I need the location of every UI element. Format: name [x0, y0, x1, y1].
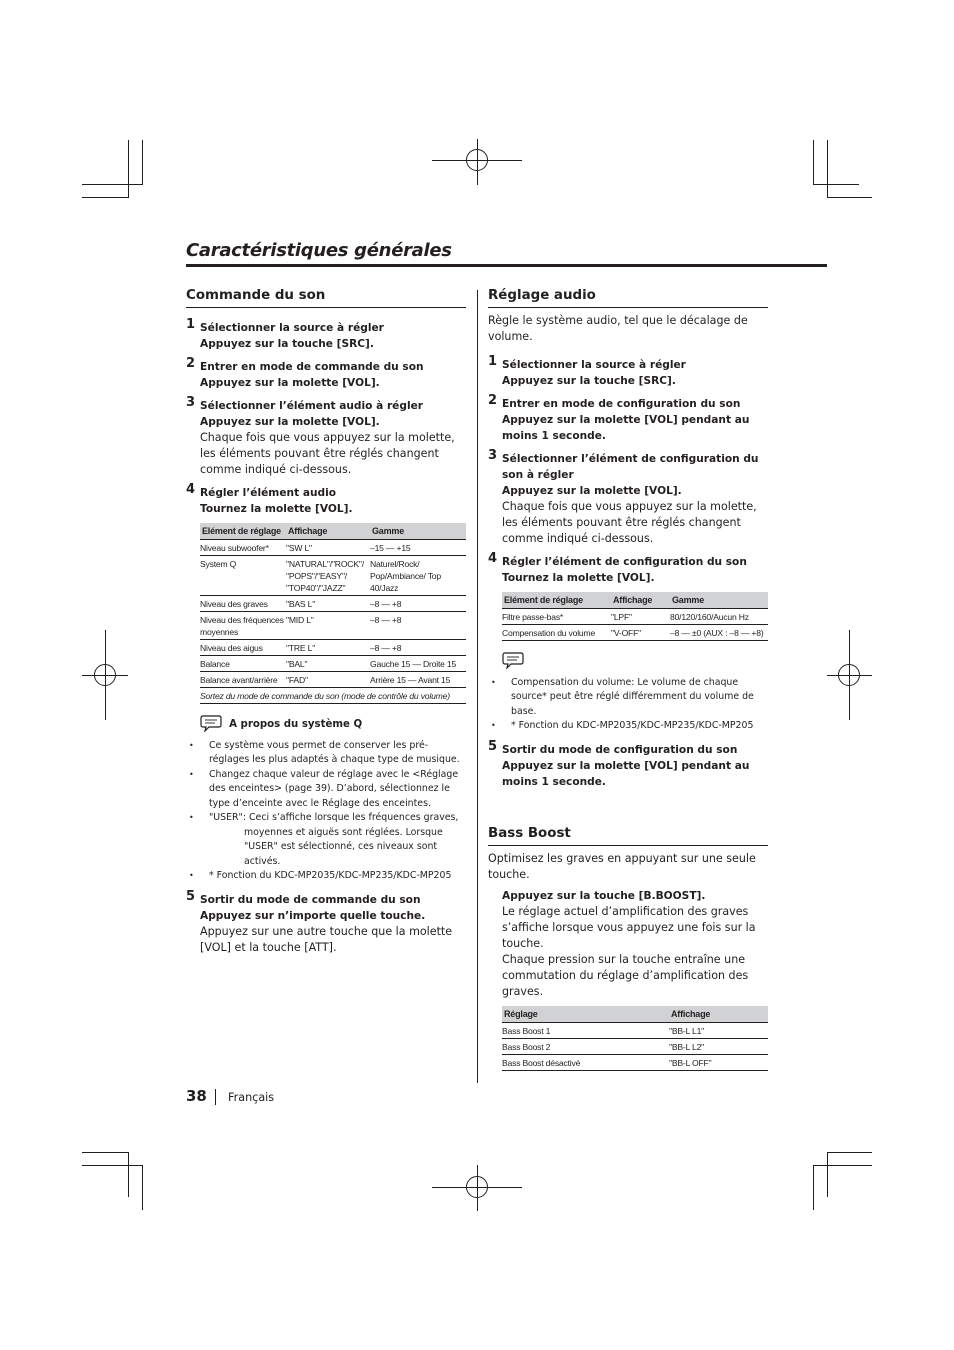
right-column — [488, 288, 768, 1071]
table-cell: Balance avant/arrière — [200, 671, 286, 687]
table-row — [502, 1054, 768, 1070]
table-cell: "BB-L L1" — [669, 1022, 768, 1038]
table-cell: "V-OFF" — [611, 624, 670, 640]
step-number: 3 — [186, 395, 196, 410]
column-divider — [477, 290, 478, 1083]
page-number-divider — [215, 1089, 216, 1105]
page-number: 38 — [186, 1087, 207, 1105]
step-2 — [186, 356, 466, 391]
section-title-commande-du-son: Commande du son — [186, 288, 466, 308]
table-cell: "SW L" — [286, 539, 370, 555]
step-number: 1 — [488, 354, 498, 369]
section-title-reglage-audio: Réglage audio — [488, 288, 768, 308]
bass-action: Appuyez sur la touche [B.BOOST]. — [502, 889, 706, 902]
table-cell: 80/120/160/Aucun Hz — [670, 608, 768, 624]
table-row — [200, 671, 466, 687]
note-list — [488, 676, 768, 734]
language-label: Français — [228, 1091, 275, 1104]
table-cell: "BB-L OFF" — [669, 1054, 768, 1070]
step-number: 2 — [488, 393, 498, 408]
step-1 — [488, 354, 768, 389]
step-5 — [186, 888, 466, 956]
table-cell: "BAL" — [286, 655, 370, 671]
step-heading: Sélectionner la source à régler — [502, 359, 686, 371]
step-3 — [488, 448, 768, 547]
step-1 — [186, 317, 466, 352]
step-action: Appuyez sur la touche [SRC]. — [200, 338, 374, 350]
step-action: Tournez la molette [VOL]. — [200, 503, 353, 515]
table-header: Affichage — [669, 1006, 768, 1023]
step-number: 2 — [186, 356, 196, 371]
step-heading: Entrer en mode de configuration du son — [502, 398, 741, 410]
user-note-rest: moyennes et aiguës sont réglées. Lorsque "USER" est sélectionné, ces niveaux sont activés. — [244, 826, 443, 867]
note-icon — [200, 714, 222, 736]
step-action: Appuyez sur la molette [VOL] pendant au moins 1 seconde. — [502, 759, 750, 788]
step-action: Appuyez sur la touche [SRC]. — [502, 375, 676, 387]
table-header-row — [200, 523, 466, 539]
table-row — [502, 624, 768, 640]
table-cell: "LPF" — [611, 608, 670, 624]
table-header-row — [502, 592, 768, 608]
note-system-q — [200, 714, 466, 884]
table-header: Gamme — [370, 523, 466, 539]
table-cell: Niveau des aigus — [200, 639, 286, 655]
table-cell: –8 — +8 — [370, 595, 466, 611]
audio-settings-table — [200, 523, 466, 704]
table-row — [200, 655, 466, 671]
step-3 — [186, 395, 466, 478]
step-heading: Sélectionner la source à régler — [200, 322, 384, 334]
audio-settings-table-wrap — [200, 523, 466, 884]
step-heading: Sortir du mode de commande du son — [200, 893, 421, 906]
table-cell: "MID L" — [286, 611, 370, 639]
step-description: Appuyez sur une autre touche que la molette [VOL] et la touche [ATT]. — [200, 924, 453, 954]
bass-boost-table — [502, 1006, 768, 1071]
step-number: 3 — [488, 448, 498, 463]
table-cell: Naturel/Rock/ Pop/Ambiance/ Top 40/Jazz — [370, 555, 466, 595]
table-footer-row — [200, 687, 466, 703]
table-cell: Bass Boost désactivé — [502, 1054, 669, 1070]
table-row — [502, 1022, 768, 1038]
table-header: Gamme — [670, 592, 768, 608]
table-cell: Niveau des fréquences moyennes — [200, 611, 286, 639]
table-footer: Sortez du mode de commande du son (mode de contrôle du volume) — [200, 687, 466, 703]
note-title: A propos du système Q — [229, 719, 363, 730]
table-cell: –15 — +15 — [370, 539, 466, 555]
list-item: • Compensation du volume: Le volume de chaque source* peut être réglé différemment du volume de base. — [488, 676, 768, 720]
table-cell: Compensation du volume — [502, 624, 611, 640]
table-cell: Bass Boost 1 — [502, 1022, 669, 1038]
note-volume-compensation — [502, 651, 768, 734]
step-action: Appuyez sur la molette [VOL]. — [200, 416, 380, 428]
bass-intro: Optimisez les graves en appuyant sur une seule touche. — [488, 851, 756, 881]
left-column — [186, 288, 466, 956]
step-action: Appuyez sur n’importe quelle touche. — [200, 909, 426, 922]
step-number: 5 — [186, 888, 196, 904]
table-header-row — [502, 1006, 768, 1023]
table-header: Affichage — [286, 523, 370, 539]
table-row — [200, 595, 466, 611]
section-intro: Règle le système audio, tel que le décalage de volume. — [488, 314, 748, 343]
step-2 — [488, 393, 768, 444]
table-row — [200, 611, 466, 639]
step-action: Appuyez sur la molette [VOL]. — [200, 377, 380, 389]
table-row — [200, 539, 466, 555]
step-number: 5 — [488, 738, 498, 754]
step-heading: Sélectionner l’élément de configuration du son à régler — [502, 453, 759, 481]
table-cell: Balance — [200, 655, 286, 671]
step-4 — [488, 551, 768, 586]
list-item: • Ce système vous permet de conserver les pré-réglages les plus adaptés à chaque type de musique. — [186, 739, 466, 768]
step-heading: Régler l’élément audio — [200, 487, 337, 499]
table-header: Affichage — [611, 592, 670, 608]
step-number: 1 — [186, 317, 196, 332]
user-note-label: "USER": Ceci s’affiche lorsque les fréquences graves, — [209, 812, 459, 823]
sound-config-table — [502, 592, 768, 641]
table-cell: Gauche 15 — Droite 15 — [370, 655, 466, 671]
table-cell: –8 — ±0 (AUX : –8 — +8) — [670, 624, 768, 640]
step-action: Appuyez sur la molette [VOL] pendant au moins 1 seconde. — [502, 414, 750, 442]
list-item: • Changez chaque valeur de réglage avec le <Réglage des enceintes> (page 39). D’abord, sélectionnez le type d’enceinte avec le Réglage des enceintes. — [186, 768, 466, 812]
step-action: Tournez la molette [VOL]. — [502, 572, 655, 584]
table-row — [200, 639, 466, 655]
table-cell: Niveau des graves — [200, 595, 286, 611]
table-cell: "TRE L" — [286, 639, 370, 655]
table-row — [502, 608, 768, 624]
table-cell: Niveau subwoofer* — [200, 539, 286, 555]
table-header: Réglage — [502, 1006, 669, 1023]
bass-description-1: Le réglage actuel d’amplification des graves s’affiche lorsque vous appuyez une fois sur la touche. — [502, 904, 756, 950]
title-rule — [186, 264, 827, 267]
step-heading: Sortir du mode de configuration du son — [502, 743, 738, 756]
note-list — [186, 739, 466, 884]
table-cell: "BB-L L2" — [669, 1038, 768, 1054]
note-icon — [502, 651, 524, 673]
list-item: • * Fonction du KDC-MP2035/KDC-MP235/KDC-MP205 — [186, 869, 466, 884]
table-cell: –8 — +8 — [370, 639, 466, 655]
table-cell: –8 — +8 — [370, 611, 466, 639]
page-title: Caractéristiques générales — [186, 240, 452, 261]
table-row — [502, 1038, 768, 1054]
table-cell: Bass Boost 2 — [502, 1038, 669, 1054]
sound-config-table-wrap — [502, 592, 768, 734]
table-cell: "BAS L" — [286, 595, 370, 611]
step-heading: Sélectionner l’élément audio à régler — [200, 400, 423, 412]
section-title-bass-boost: Bass Boost — [488, 826, 768, 846]
step-action: Appuyez sur la molette [VOL]. — [502, 485, 682, 497]
table-header: Elément de réglage — [502, 592, 611, 608]
table-cell: System Q — [200, 555, 286, 595]
bass-body — [488, 888, 768, 1071]
step-number: 4 — [488, 551, 498, 566]
table-cell: "NATURAL"/"ROCK"/ "POPS"/"EASY"/ "TOP40"/"JAZZ" — [286, 555, 370, 595]
step-heading: Régler l’élément de configuration du son — [502, 556, 747, 568]
table-cell: "FAD" — [286, 671, 370, 687]
list-item: • * Fonction du KDC-MP2035/KDC-MP235/KDC-MP205 — [488, 719, 768, 734]
bass-description-2: Chaque pression sur la touche entraîne une commutation du réglage d’amplification des graves. — [502, 952, 749, 998]
table-row — [200, 555, 466, 595]
step-description: Chaque fois que vous appuyez sur la molette, les éléments pouvant être réglés changent comme indiqué ci-dessous. — [502, 500, 757, 545]
table-cell: Filtre passe-bas* — [502, 608, 611, 624]
step-4 — [186, 482, 466, 517]
table-cell: Arrière 15 — Avant 15 — [370, 671, 466, 687]
list-item — [186, 811, 466, 869]
step-description: Chaque fois que vous appuyez sur la molette, les éléments pouvant être réglés changent comme indiqué ci-dessous. — [200, 431, 455, 476]
step-heading: Entrer en mode de commande du son — [200, 361, 424, 373]
step-5 — [488, 738, 768, 790]
table-header: Elément de réglage — [200, 523, 286, 539]
step-number: 4 — [186, 482, 196, 497]
